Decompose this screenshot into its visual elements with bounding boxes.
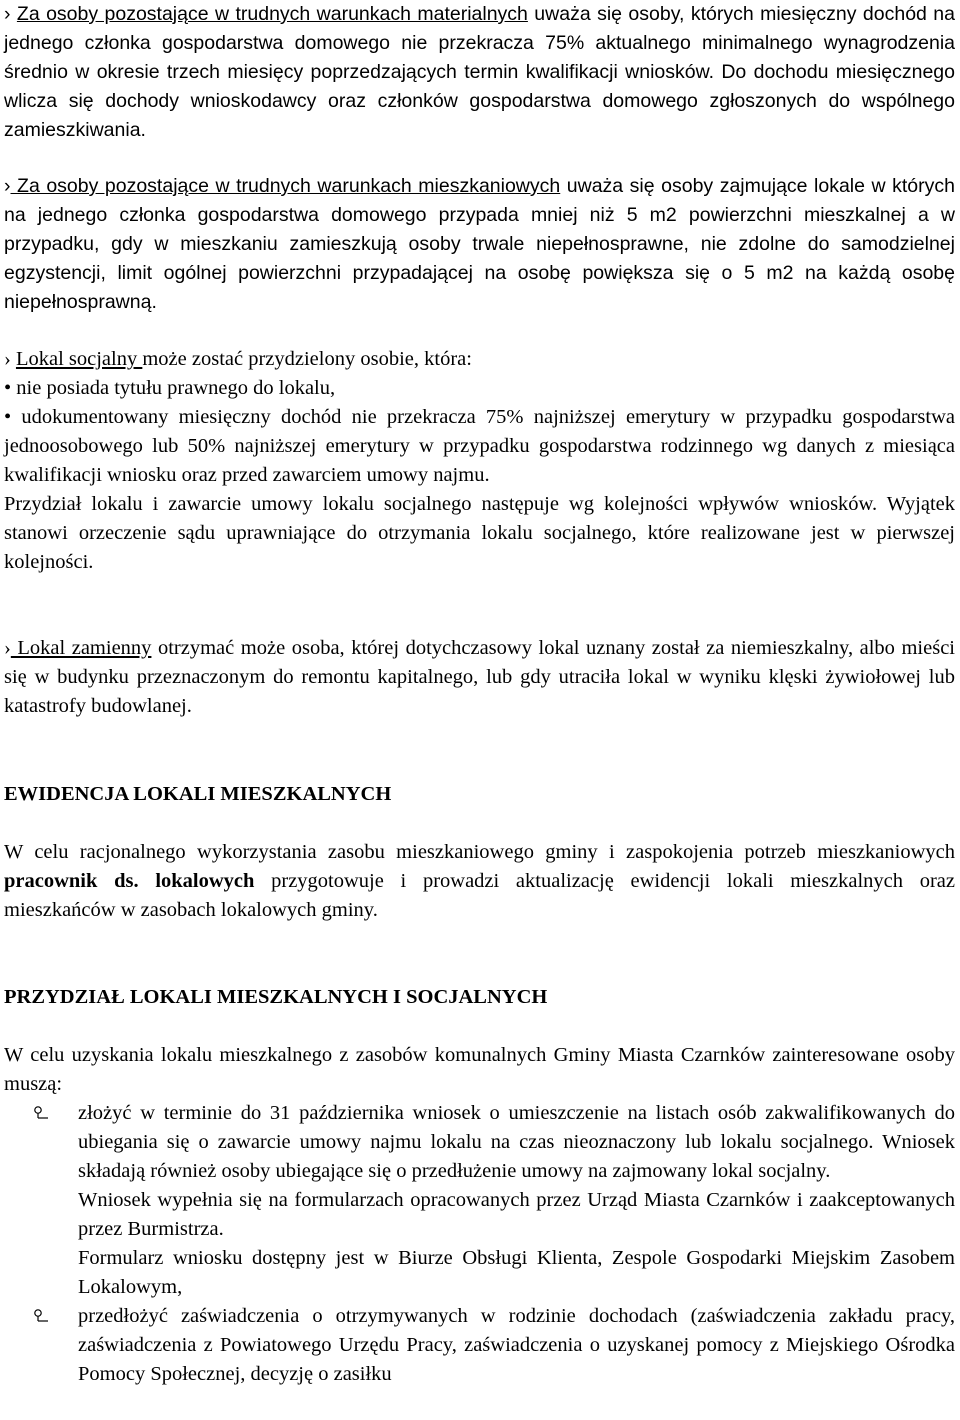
- paragraph-text: uważa się osoby zajmujące lokale w których na jednego członka gospodarstwa domowego przypada mniej niż 5 m2 powierzchni mieszkalnej a w przypadku, gdy w mieszkaniu zamieszkują osoby trwale niepełnosprawne, nie zdolne do samodzielnej egzystencji, limit ogólnej powierzchni przypadającej na osobę powiększa się o 5 m2 na każdą osobę niepełnosprawną.: [4, 175, 955, 313]
- social-housing-allocation-text: Przydział lokalu i zawarcie umowy lokalu socjalnego następuje wg kolejności wpływów wniosków. Wyjątek stanowi orzeczenie sądu uprawniające do otrzymania lokalu socjalnego, które realizowane jest w pierwszej kolejności.: [4, 493, 955, 573]
- text-segment: W celu racjonalnego wykorzystania zasobu mieszkaniowego gminy i zaspokojenia potrzeb mieszkaniowych: [4, 841, 955, 863]
- requirements-list: [4, 1099, 955, 1389]
- section-allocation-intro: W celu uzyskania lokalu mieszkalnego z zasobów komunalnych Gminy Miasta Czarnków zainteresowane osoby muszą:: [4, 1044, 955, 1095]
- arrow-bullet: ›: [4, 175, 11, 197]
- bold-role: pracownik ds. lokalowych: [4, 870, 255, 892]
- list-item-text: przedłożyć zaświadczenia o otrzymywanych w rodzinie dochodach (zaświadczenia zakładu pracy, zaświadczenia z Powiatowego Urzędu Pracy, zaświadczenia o uzyskanej pomocy z Miejskiego Ośrodka Pomocy Społecznej, decyzję o zasiłku: [78, 1305, 955, 1385]
- text-segment: przygotowuje i prowadzi aktualizację ewidencji lokali mieszkalnych oraz mieszkańców w zasobach lokalowych gminy.: [4, 870, 955, 921]
- arrow-bullet: ›: [4, 3, 11, 25]
- paragraph-material-conditions: [4, 0, 955, 145]
- paragraph-text: uważa się osoby, których miesięczny dochód na jednego członka gospodarstwa domowego nie przekracza 75% aktualnego minimalnego wynagrodzenia średnio w okresie trzech miesięcy poprzedzających termin kwalifikacji wniosków. Do dochodu miesięcznego wlicza się dochody wnioskodawcy oraz członków gospodarstwa domowego zgłoszonych do wspólnego zamieszkiwania.: [4, 3, 955, 141]
- paragraph-replacement-housing: [4, 634, 955, 721]
- term-housing-conditions: Za osoby pozostające w trudnych warunkach mieszkaniowych: [10, 175, 561, 197]
- list-item: [4, 1302, 955, 1389]
- arrow-bullet: ›: [4, 637, 11, 659]
- term-social-housing: Lokal socjalny: [15, 348, 143, 370]
- bullet-item: • udokumentowany miesięczny dochód nie przekracza 75% najniższej emerytury w przypadku gospodarstwa jednoosobowego lub 50% najniższej emerytury w przypadku gospodarstwa rodzinnego wg danych z miesiąca kwalifikacji wniosku oraz przed zawarciem umowy najmu.: [4, 406, 955, 486]
- list-item-text: złożyć w terminie do 31 października wniosek o umieszczenie na listach osób zakwalifikowanych do ubiegania się o zawarcie umowy najmu lokalu na czas nieoznaczony lub lokalu socjalnego. Wniosek składają również osoby ubiegające się o przedłużenie umowy na zajmowany lokal socjalny.: [78, 1102, 955, 1182]
- paragraph-social-housing: [4, 345, 955, 577]
- hollow-circle-bullet-icon: [32, 1308, 50, 1326]
- list-item-continuation: Formularz wniosku dostępny jest w Biurze Obsługi Klienta, Zespole Gospodarki Miejskim Zasobem Lokalowym,: [78, 1247, 955, 1298]
- bullet-item: • nie posiada tytułu prawnego do lokalu,: [4, 377, 336, 399]
- list-item-continuation: Wniosek wypełnia się na formularzach opracowanych przez Urząd Miasta Czarnków i zaakceptowanych przez Burmistrza.: [78, 1189, 955, 1240]
- hollow-circle-bullet-icon: [32, 1105, 50, 1123]
- list-item: [4, 1099, 955, 1186]
- paragraph-text: może zostać przydzielony osobie, która:: [142, 348, 472, 370]
- arrow-bullet: ›: [4, 348, 11, 370]
- term-material-conditions: Za osoby pozostające w trudnych warunkach materialnych: [16, 3, 528, 25]
- section-heading-records: EWIDENCJA LOKALI MIESZKALNYCH: [4, 783, 392, 805]
- paragraph-text: otrzymać może osoba, której dotychczasowy lokal uznany został za niemieszkalny, albo mieści się w budynku przeznaczonym do remontu kapitalnego, lub gdy utraciła lokal w wyniku klęski żywiołowej lub katastrofy budowlanej.: [4, 637, 955, 717]
- social-housing-intro: [4, 345, 955, 374]
- section-records-text: [4, 838, 955, 925]
- term-replacement-housing: Lokal zamienny: [10, 637, 152, 659]
- paragraph-housing-conditions: [4, 172, 955, 317]
- section-heading-allocation: PRZYDZIAŁ LOKALI MIESZKALNYCH I SOCJALNYCH: [4, 986, 548, 1008]
